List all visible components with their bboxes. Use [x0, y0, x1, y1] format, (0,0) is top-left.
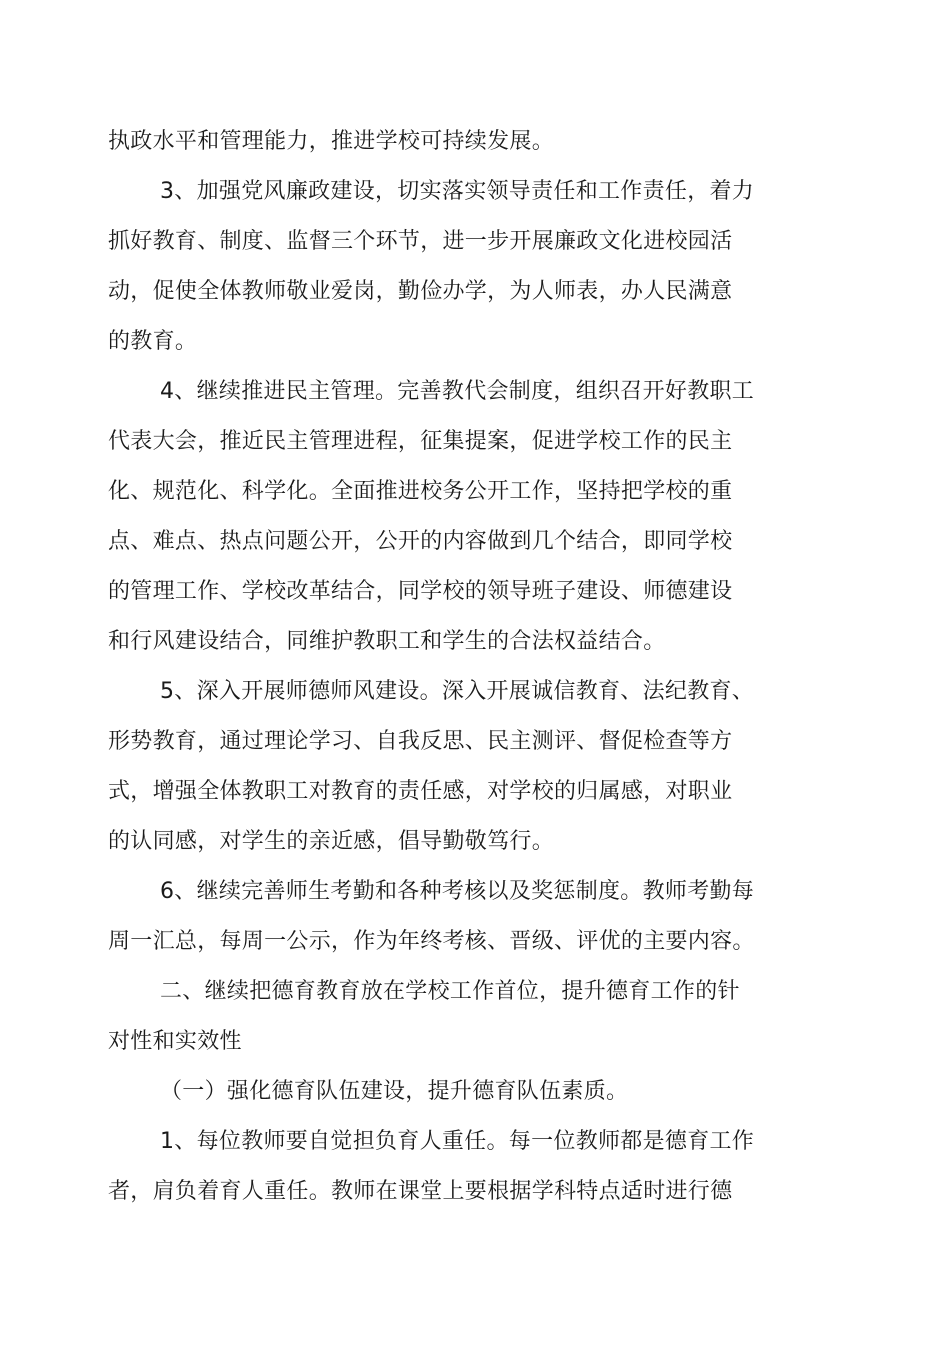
text-line: 形势教育，通过理论学习、自我反思、民主测评、督促检查等方: [108, 729, 733, 754]
text-line: 代表大会，推近民主管理进程，征集提案，促进学校工作的民主: [108, 429, 733, 454]
text-line: 周一汇总，每周一公示，作为年终考核、晋级、评优的主要内容。: [108, 929, 755, 954]
paragraph-3-line-1: 3、加强党风廉政建设，切实落实领导责任和工作责任，着力: [160, 179, 755, 204]
paragraph-6-line-1: 6、继续完善师生考勤和各种考核以及奖惩制度。教师考勤每: [160, 879, 755, 904]
text-line: 和行风建设结合，同维护教职工和学生的合法权益结合。: [108, 629, 666, 654]
paragraph-4-line-1: 4、继续推进民主管理。完善教代会制度，组织召开好教职工: [160, 379, 755, 404]
text-line: 者，肩负着育人重任。教师在课堂上要根据学科特点适时进行德: [108, 1179, 733, 1204]
text-line: 动，促使全体教师敬业爱岗，勤俭办学，为人师表，办人民满意: [108, 279, 733, 304]
text-line: 式，增强全体教职工对教育的责任感，对学校的归属感，对职业: [108, 779, 733, 804]
section-2-heading-line-2: 对性和实效性: [108, 1029, 242, 1054]
text-line: 执政水平和管理能力，推进学校可持续发展。: [108, 129, 555, 154]
text-line: 点、难点、热点问题公开，公开的内容做到几个结合，即同学校: [108, 529, 733, 554]
subsection-1-heading: （一）强化德育队伍建设，提升德育队伍素质。: [160, 1079, 629, 1104]
paragraph-5-line-1: 5、深入开展师德师风建设。深入开展诚信教育、法纪教育、: [160, 679, 755, 704]
text-line: 化、规范化、科学化。全面推进校务公开工作，坚持把学校的重: [108, 479, 733, 504]
text-line: 的教育。: [108, 329, 198, 354]
text-line: 抓好教育、制度、监督三个环节，进一步开展廉政文化进校园活: [108, 229, 733, 254]
text-line: 的认同感，对学生的亲近感，倡导勤敬笃行。: [108, 829, 555, 854]
text-line: 的管理工作、学校改革结合，同学校的领导班子建设、师德建设: [108, 579, 733, 604]
paragraph-1-line-1: 1、每位教师要自觉担负育人重任。每一位教师都是德育工作: [160, 1129, 755, 1154]
section-2-heading-line-1: 二、继续把德育教育放在学校工作首位，提升德育工作的针: [160, 979, 740, 1004]
